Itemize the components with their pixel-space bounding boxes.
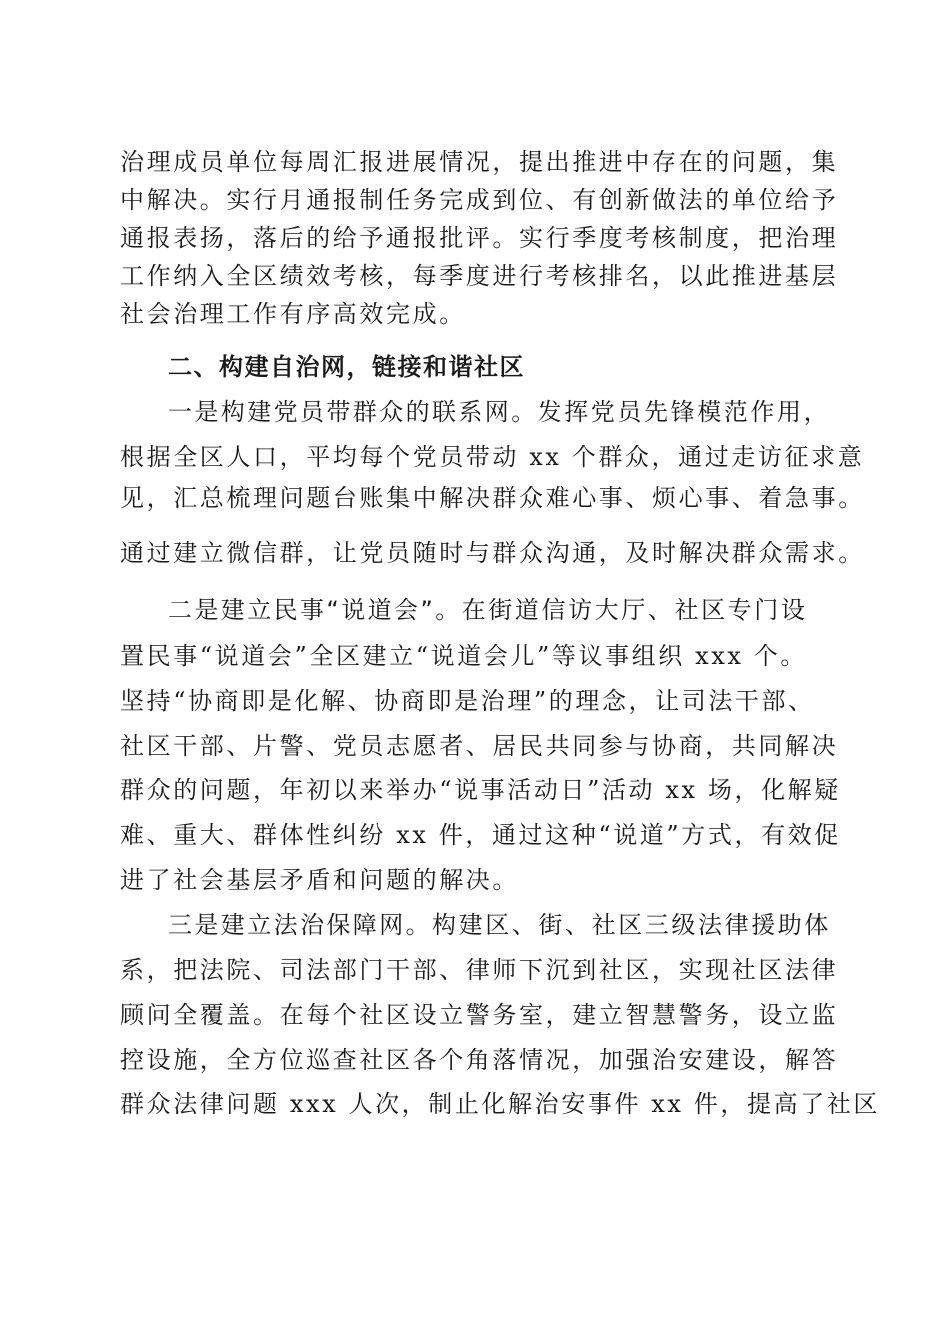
paragraph-line: 通过建立微信群，让党员随时与群众沟通，及时解决群众需求。 bbox=[120, 539, 865, 567]
paragraph-line: 系，把法院、司法部门干部、律师下沉到社区，实现社区法律 bbox=[120, 956, 839, 984]
paragraph-first-line bbox=[168, 905, 888, 945]
paragraph-line: 根据全区人口，平均每个党员带动 xx 个群众，通过走访征求意 bbox=[120, 443, 865, 471]
paragraph-line: 顾问全覆盖。在每个社区设立警务室，建立智慧警务，设立监 bbox=[120, 1001, 839, 1029]
paragraph-line: 通报表扬，落后的给予通报批评。实行季度考核制度，把治理 bbox=[120, 224, 839, 252]
paragraph-line: 社区干部、片警、党员志愿者、居民共同参与协商，共同解决 bbox=[120, 732, 839, 760]
paragraph-lead: 一是构建党员带群众的联系网。 bbox=[168, 398, 538, 426]
paragraph-line: 进了社会基层矛盾和问题的解决。 bbox=[120, 866, 519, 894]
paragraph-line: 社会治理工作有序高效完成。 bbox=[120, 300, 466, 328]
paragraph-text: 发挥党员先锋模范作用， bbox=[537, 398, 831, 426]
paragraph-line: 见，汇总梳理问题台账集中解决群众难心事、烦心事、着急事。 bbox=[120, 484, 865, 512]
paragraph-text: 在街道信访大厅、社区专门设 bbox=[461, 596, 808, 624]
section-heading: 二、构建自治网，链接和谐社区 bbox=[168, 353, 525, 381]
paragraph-line: 难、重大、群体性纠纷 xx 件，通过这种“说道”方式，有效促 bbox=[120, 821, 841, 849]
paragraph-text: 构建区、街、社区三级法律援助体 bbox=[432, 911, 831, 939]
paragraph-line: 控设施，全方位巡查社区各个角落情况，加强治安建设，解答 bbox=[120, 1046, 839, 1074]
paragraph-line: 工作纳入全区绩效考核，每季度进行考核排名，以此推进基层 bbox=[120, 262, 839, 290]
paragraph-line: 群众的问题，年初以来举办“说事活动日”活动 xx 场，化解疑 bbox=[120, 776, 841, 804]
paragraph-first-line bbox=[168, 590, 888, 630]
paragraph-lead: 三是建立法治保障网。 bbox=[168, 911, 432, 939]
paragraph-line: 中解决。实行月通报制任务完成到位、有创新做法的单位给予 bbox=[120, 186, 839, 214]
paragraph-line: 坚持“协商即是化解、协商即是治理”的理念，让司法干部、 bbox=[120, 687, 815, 715]
paragraph-line: 治理成员单位每周汇报进展情况，提出推进中存在的问题，集 bbox=[120, 148, 839, 176]
paragraph-first-line bbox=[168, 392, 888, 432]
paragraph-line: 群众法律问题 xxx 人次，制止化解治安事件 xx 件，提高了社区 bbox=[120, 1090, 880, 1118]
paragraph-lead: 二是建立民事“说道会”。 bbox=[168, 596, 462, 624]
paragraph-line: 置民事“说道会”全区建立“说道会儿”等议事组织 xxx 个。 bbox=[120, 642, 807, 670]
